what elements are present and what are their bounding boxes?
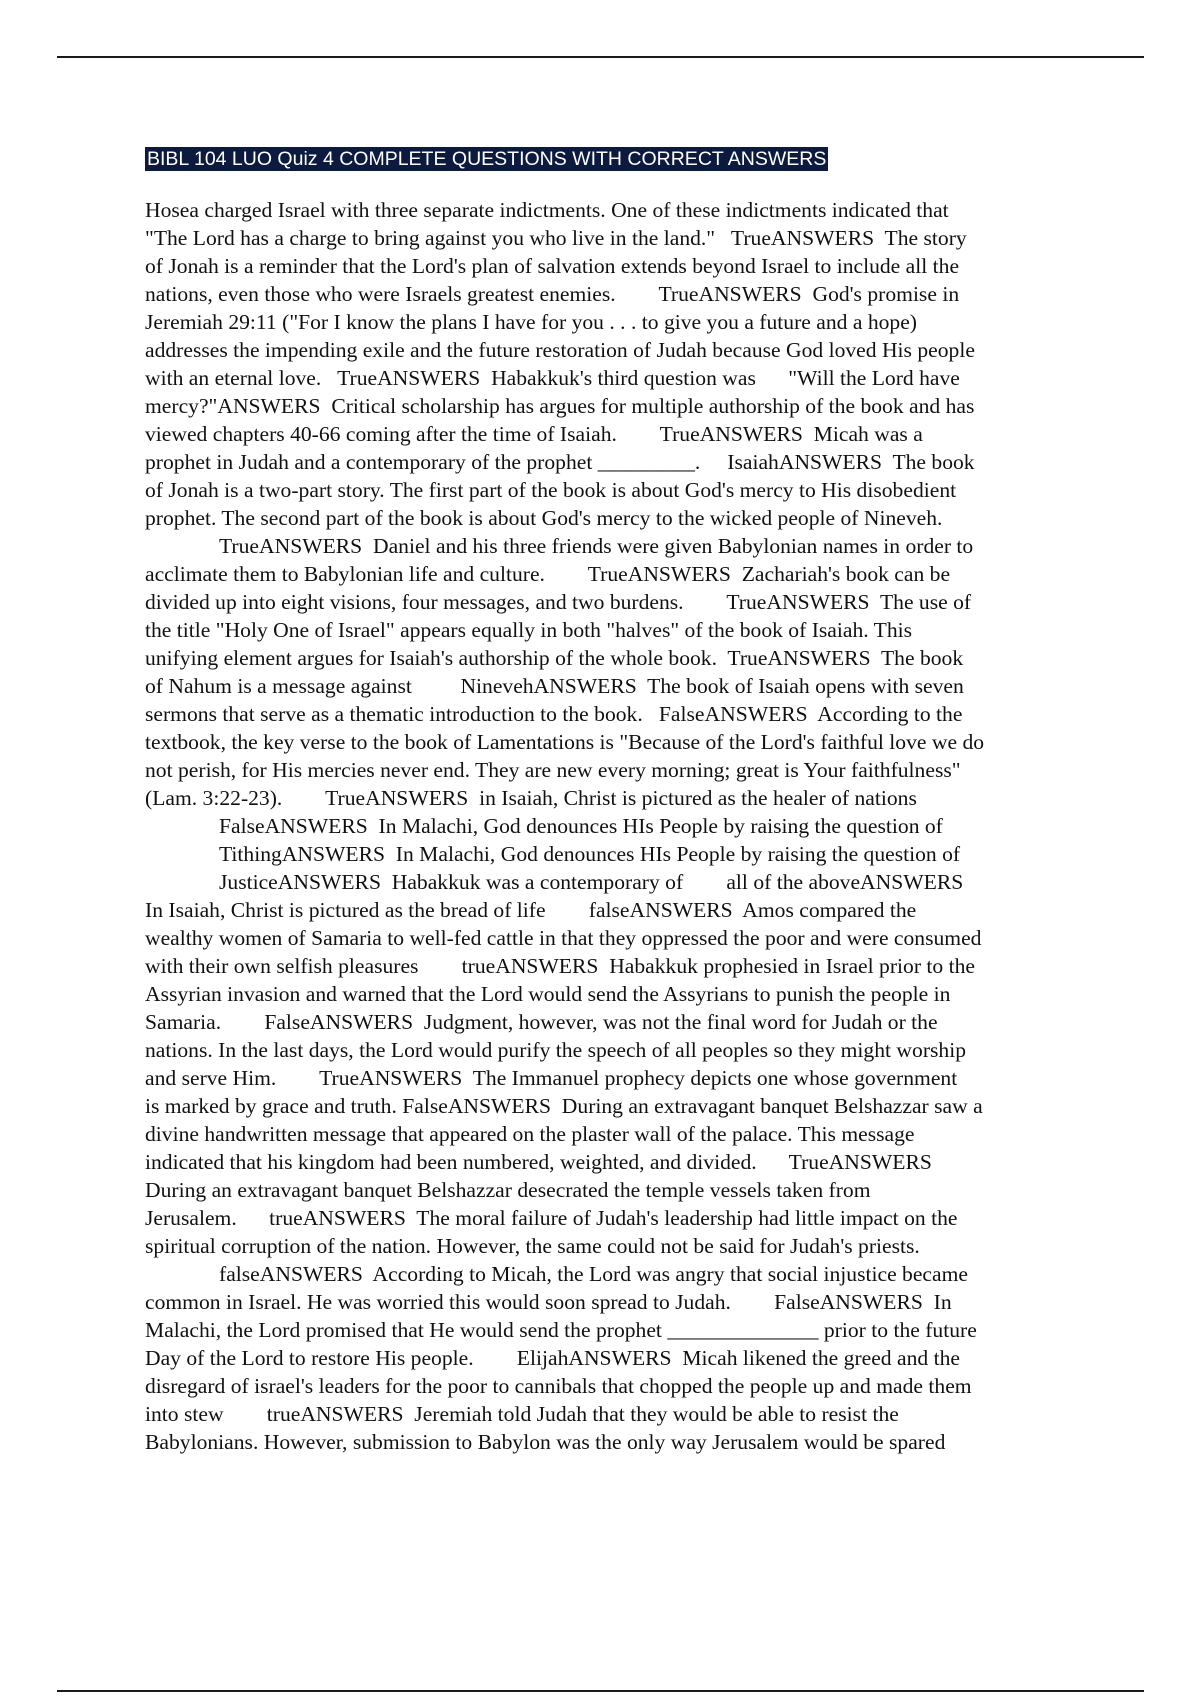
body-line: "The Lord has a charge to bring against you who live in the land." TrueANSWERS The story (145, 226, 967, 250)
body-line: Jeremiah 29:11 ("For I know the plans I have for you . . . to give you a future and a hope) (145, 310, 917, 334)
body-line: divided up into eight visions, four messages, and two burdens. TrueANSWERS The use of (145, 590, 972, 614)
header-rule (57, 56, 1144, 58)
body-line: not perish, for His mercies never end. They are new every morning; great is Your faithfulness" (145, 758, 961, 782)
body-line: unifying element argues for Isaiah's authorship of the whole book. TrueANSWERS The book (145, 646, 964, 670)
body-line: nations, even those who were Israels greatest enemies. TrueANSWERS God's promise in (145, 282, 960, 306)
body-line: addresses the impending exile and the future restoration of Judah because God loved His people (145, 338, 975, 362)
body-line: JusticeANSWERS Habakkuk was a contemporary of all of the aboveANSWERS (219, 870, 964, 894)
body-line: indicated that his kingdom had been numbered, weighted, and divided. TrueANSWERS (145, 1150, 932, 1174)
body-line: In Isaiah, Christ is pictured as the bread of life falseANSWERS Amos compared the (145, 898, 917, 922)
body-line: and serve Him. TrueANSWERS The Immanuel prophecy depicts one whose government (145, 1066, 958, 1090)
body-line: of Jonah is a two-part story. The first part of the book is about God's mercy to His disobedient (145, 478, 957, 502)
body-line: prophet. The second part of the book is about God's mercy to the wicked people of Nineveh. (145, 506, 943, 530)
body-line: (Lam. 3:22-23). TrueANSWERS in Isaiah, Christ is pictured as the healer of nations (145, 786, 917, 810)
body-line: prophet in Judah and a contemporary of the prophet _________. IsaiahANSWERS The book (145, 450, 975, 474)
body-line: into stew trueANSWERS Jeremiah told Judah that they would be able to resist the (145, 1402, 899, 1426)
body-line: with an eternal love. TrueANSWERS Habakkuk's third question was "Will the Lord have (145, 366, 960, 390)
body-line: Hosea charged Israel with three separate indictments. One of these indictments indicated that (145, 198, 949, 222)
body-line: falseANSWERS According to Micah, the Lord was angry that social injustice became (219, 1262, 968, 1286)
document-body (145, 196, 1085, 1456)
body-line: Day of the Lord to restore His people. ElijahANSWERS Micah likened the greed and the (145, 1346, 960, 1370)
body-line: with their own selfish pleasures trueANSWERS Habakkuk prophesied in Israel prior to the (145, 954, 975, 978)
body-line: Babylonians. However, submission to Babylon was the only way Jerusalem would be spared (145, 1430, 946, 1454)
body-line: sermons that serve as a thematic introduction to the book. FalseANSWERS According to the (145, 702, 963, 726)
body-line: wealthy women of Samaria to well-fed cattle in that they oppressed the poor and were consumed (145, 926, 982, 950)
body-line: common in Israel. He was worried this would soon spread to Judah. FalseANSWERS In (145, 1290, 952, 1314)
body-line: of Nahum is a message against NinevehANSWERS The book of Isaiah opens with seven (145, 674, 964, 698)
body-line: Assyrian invasion and warned that the Lord would send the Assyrians to punish the people in (145, 982, 951, 1006)
body-line: the title "Holy One of Israel" appears equally in both "halves" of the book of Isaiah. This (145, 618, 913, 642)
body-line: TithingANSWERS In Malachi, God denounces HIs People by raising the question of (219, 842, 961, 866)
body-line: acclimate them to Babylonian life and culture. TrueANSWERS Zachariah's book can be (145, 562, 951, 586)
body-line: viewed chapters 40-66 coming after the time of Isaiah. TrueANSWERS Micah was a (145, 422, 923, 446)
body-line: During an extravagant banquet Belshazzar desecrated the temple vessels taken from (145, 1178, 871, 1202)
body-line: textbook, the key verse to the book of Lamentations is "Because of the Lord's faithful love we do (145, 730, 985, 754)
body-line: divine handwritten message that appeared on the plaster wall of the palace. This message (145, 1122, 915, 1146)
footer-rule (57, 1690, 1144, 1692)
body-line: TrueANSWERS Daniel and his three friends were given Babylonian names in order to (219, 534, 974, 558)
document-title: BIBL 104 LUO Quiz 4 COMPLETE QUESTIONS WITH CORRECT ANSWERS (147, 148, 827, 170)
body-line: is marked by grace and truth. FalseANSWERS During an extravagant banquet Belshazzar saw a (145, 1094, 983, 1118)
body-line: Malachi, the Lord promised that He would send the prophet ______________ prior to the future (145, 1318, 977, 1342)
body-line: mercy?"ANSWERS Critical scholarship has argues for multiple authorship of the book and has (145, 394, 975, 418)
body-line: Samaria. FalseANSWERS Judgment, however, was not the final word for Judah or the (145, 1010, 938, 1034)
body-line: Jerusalem. trueANSWERS The moral failure of Judah's leadership had little impact on the (145, 1206, 958, 1230)
body-line: of Jonah is a reminder that the Lord's plan of salvation extends beyond Israel to include all the (145, 254, 960, 278)
body-line: FalseANSWERS In Malachi, God denounces HIs People by raising the question of (219, 814, 943, 838)
body-line: nations. In the last days, the Lord would purify the speech of all peoples so they might worship (145, 1038, 967, 1062)
body-line: spiritual corruption of the nation. However, the same could not be said for Judah's priests. (145, 1234, 920, 1258)
body-line: disregard of israel's leaders for the poor to cannibals that chopped the people up and made them (145, 1374, 972, 1398)
